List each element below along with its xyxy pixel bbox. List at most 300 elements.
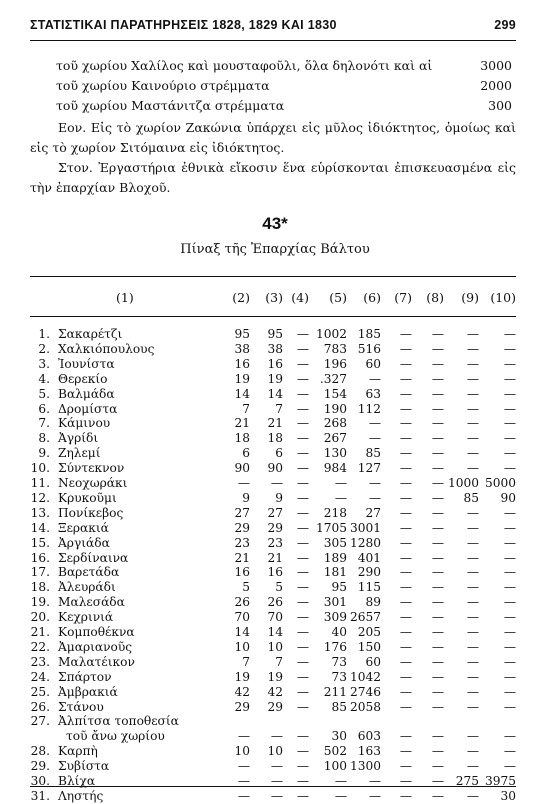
row-value-c3: 10 [267, 744, 283, 759]
row-value-c9: — [466, 386, 479, 401]
row-village-name: Ἀμαριανοῦς [58, 639, 133, 654]
intro-line-text: τοῦ χωρίου Μαστάνιτζα στρέμματα [56, 98, 285, 113]
row-value-c2: 29 [234, 520, 250, 535]
row-value-c8: — [431, 639, 444, 654]
row-value-c6: — [368, 416, 381, 431]
row-value-c3: — [270, 788, 283, 803]
row-index: 17. [30, 565, 50, 580]
row-value-c9: — [466, 401, 479, 416]
row-value-c2: 6 [242, 446, 250, 461]
row-value-c2: 21 [234, 550, 250, 565]
row-value-c3: 16 [267, 565, 283, 580]
row-value-c2: 95 [234, 327, 250, 341]
row-value-c5: 502 [323, 744, 347, 759]
row-value-c7: — [399, 371, 412, 386]
row-value-c10: — [503, 625, 516, 639]
row-value-c10: — [503, 386, 516, 401]
row-value-c8: — [431, 461, 444, 476]
row-value-c2: 21 [234, 416, 250, 431]
row-value-c5: 154 [323, 386, 347, 401]
row-value-c6: 85 [365, 446, 381, 461]
row-value-c3: 70 [267, 610, 283, 625]
row-value-c3: 19 [267, 669, 283, 684]
row-value-c4: — [296, 610, 309, 625]
row-value-c3: 42 [267, 684, 283, 699]
row-village-name-continued: τοῦ ἄνω χωρίου [66, 729, 165, 744]
row-index: 15. [30, 535, 50, 550]
row-value-c9: — [466, 654, 479, 669]
row-value-c2: — [237, 774, 250, 788]
row-value-c8: — [431, 371, 444, 386]
row-value-c7: — [399, 729, 412, 744]
row-value-c10: — [503, 610, 516, 625]
row-index: 27. [30, 714, 50, 729]
row-value-c9: — [466, 371, 479, 386]
row-value-c6: — [368, 476, 381, 490]
row-village-name: Ζηλεμί [58, 446, 101, 461]
row-value-c4: — [296, 669, 309, 684]
row-village-name: Κάμινου [58, 416, 111, 431]
row-value-c5: 73 [331, 669, 347, 684]
row-index: 22. [30, 639, 50, 654]
row-value-c7: — [399, 356, 412, 371]
column-header: (10) [490, 290, 516, 305]
row-value-c2: 14 [234, 386, 250, 401]
row-value-c9: — [466, 550, 479, 565]
row-value-c4: — [296, 401, 309, 416]
row-value-c10: — [503, 595, 516, 610]
running-header [30, 18, 516, 38]
row-value-c5: 984 [323, 461, 347, 476]
row-value-c7: — [399, 639, 412, 654]
row-value-c8: — [431, 774, 444, 788]
row-value-c6: 112 [357, 401, 381, 416]
row-village-name: Κρυκοῦμι [58, 490, 117, 505]
row-value-c6: 401 [357, 550, 381, 565]
row-index: 16. [30, 550, 50, 565]
row-value-c4: — [296, 416, 309, 431]
row-value-c4: — [296, 565, 309, 580]
intro-line [56, 56, 512, 76]
row-value-c8: — [431, 684, 444, 699]
row-value-c5: 189 [323, 550, 347, 565]
row-index: 21. [30, 625, 50, 639]
row-value-c2: 42 [234, 684, 250, 699]
row-value-c3: 6 [275, 446, 283, 461]
row-value-c7: — [399, 476, 412, 490]
row-value-c9: — [466, 341, 479, 356]
row-value-c9: — [466, 356, 479, 371]
row-value-c8: — [431, 565, 444, 580]
row-value-c2: 70 [234, 610, 250, 625]
row-value-c3: 21 [267, 416, 283, 431]
row-value-c7: — [399, 625, 412, 639]
row-value-c2: 18 [234, 431, 250, 446]
column-header: (8) [426, 290, 444, 305]
intro-line-text: τοῦ χωρίου Καινούριο στρέμματα [56, 78, 270, 93]
row-value-c2: 14 [234, 625, 250, 639]
row-index: 11. [30, 476, 50, 490]
row-value-c8: — [431, 505, 444, 520]
row-value-c10: — [503, 401, 516, 416]
row-value-c5: — [334, 788, 347, 803]
row-value-c3: — [270, 476, 283, 490]
row-village-name: Ληστής [58, 788, 104, 803]
row-value-c9: 1000 [447, 476, 479, 490]
row-value-c10: — [503, 565, 516, 580]
row-value-c5: 100 [323, 759, 347, 774]
row-value-c9: 85 [463, 490, 479, 505]
row-index: 29. [30, 759, 50, 774]
row-value-c2: 27 [234, 505, 250, 520]
row-value-c2: — [237, 476, 250, 490]
row-value-c7: — [399, 490, 412, 505]
row-value-c6: — [368, 371, 381, 386]
row-value-c5: 211 [323, 684, 347, 699]
row-value-c4: — [296, 327, 309, 341]
row-index: 23. [30, 654, 50, 669]
intro-line [56, 96, 512, 116]
row-value-c10: 30 [500, 788, 516, 803]
row-index: 14. [30, 520, 50, 535]
row-value-c8: — [431, 431, 444, 446]
row-index: 30. [30, 774, 50, 788]
row-value-c2: 16 [234, 565, 250, 580]
row-value-c7: — [399, 327, 412, 341]
header-divider [30, 40, 516, 41]
row-village-name: Ἀργιάδα [58, 535, 110, 550]
row-value-c5: 301 [323, 595, 347, 610]
row-value-c3: — [270, 729, 283, 744]
row-value-c4: — [296, 595, 309, 610]
row-value-c4: — [296, 535, 309, 550]
row-village-name: Στάνου [58, 699, 104, 714]
row-index: 3. [38, 356, 50, 371]
row-index: 25. [30, 684, 50, 699]
row-value-c9: — [466, 759, 479, 774]
row-village-name: Ἀλπίτσα τοποθεσία [58, 714, 179, 729]
row-value-c8: — [431, 356, 444, 371]
row-index: 8. [38, 431, 50, 446]
row-value-c6: 115 [357, 580, 381, 595]
row-value-c6: 27 [365, 505, 381, 520]
row-value-c8: — [431, 535, 444, 550]
row-value-c8: — [431, 759, 444, 774]
row-village-name: Βλίχα [58, 774, 96, 788]
row-value-c10: — [503, 729, 516, 744]
row-value-c2: 26 [234, 595, 250, 610]
row-value-c4: — [296, 759, 309, 774]
row-value-c3: 7 [275, 654, 283, 669]
row-value-c7: — [399, 565, 412, 580]
row-village-name: Σύντεκνον [58, 461, 125, 476]
row-village-name: Σερδίναινα [58, 550, 129, 565]
row-value-c7: — [399, 401, 412, 416]
row-value-c8: — [431, 729, 444, 744]
row-value-c10: — [503, 431, 516, 446]
row-value-c6: — [368, 431, 381, 446]
row-value-c3: 21 [267, 550, 283, 565]
row-value-c8: — [431, 446, 444, 461]
row-value-c3: 29 [267, 520, 283, 535]
row-index: 12. [30, 490, 50, 505]
row-value-c6: 2058 [349, 699, 381, 714]
row-value-c8: — [431, 327, 444, 341]
row-value-c9: — [466, 520, 479, 535]
row-value-c5: 1002 [315, 327, 347, 341]
row-value-c3: 29 [267, 699, 283, 714]
column-header: (1) [116, 290, 134, 305]
row-value-c5: — [334, 490, 347, 505]
row-value-c6: 60 [365, 654, 381, 669]
row-value-c8: — [431, 386, 444, 401]
row-value-c4: — [296, 371, 309, 386]
row-value-c7: — [399, 461, 412, 476]
row-value-c2: 19 [234, 371, 250, 386]
intro-line-value: 300 [488, 98, 512, 113]
row-value-c10: — [503, 461, 516, 476]
row-value-c8: — [431, 625, 444, 639]
row-value-c4: — [296, 461, 309, 476]
row-value-c4: — [296, 788, 309, 803]
row-value-c9: — [466, 327, 479, 341]
row-value-c2: 10 [234, 744, 250, 759]
table-number: 43* [262, 214, 288, 233]
row-village-name: Ἀλευράδι [58, 580, 116, 595]
row-value-c10: — [503, 550, 516, 565]
row-value-c10: 5000 [484, 476, 516, 490]
row-village-name: Ἰουνίστα [58, 356, 115, 371]
row-value-c8: — [431, 610, 444, 625]
row-village-name: Χαλκιόπουλους [58, 341, 155, 356]
row-value-c3: 95 [267, 327, 283, 341]
row-value-c3: 90 [267, 461, 283, 476]
row-value-c10: 90 [500, 490, 516, 505]
row-value-c6: 150 [357, 639, 381, 654]
row-value-c7: — [399, 774, 412, 788]
row-value-c6: 516 [357, 341, 381, 356]
row-value-c3: 10 [267, 639, 283, 654]
paragraph-mill: Εον. Εἰς τὸ χωρίον Ζακώνια ὑπάρχει εἰς μῦλος ἰδιόκτητος, ὁμοίως καὶ εἰς τὸ χωρίον Σιτόμαινα εἰς ἰδιόκτητος. [30, 120, 516, 155]
row-value-c3: 9 [275, 490, 283, 505]
row-village-name: Συβίστα [58, 759, 110, 774]
row-value-c8: — [431, 699, 444, 714]
row-village-name: Καρπὴ [58, 744, 98, 759]
row-value-c2: 7 [242, 654, 250, 669]
row-value-c4: — [296, 744, 309, 759]
row-value-c9: — [466, 684, 479, 699]
row-value-c7: — [399, 744, 412, 759]
row-value-c4: — [296, 476, 309, 490]
row-index: 5. [38, 386, 50, 401]
row-value-c6: 63 [365, 386, 381, 401]
row-value-c2: — [237, 788, 250, 803]
row-value-c10: — [503, 356, 516, 371]
row-value-c3: 27 [267, 505, 283, 520]
table-title: Πίναξ τῆς Ἐπαρχίας Βάλτου [180, 242, 370, 257]
row-value-c5: .327 [319, 371, 347, 386]
row-value-c6: — [368, 788, 381, 803]
row-value-c5: 176 [323, 639, 347, 654]
row-value-c6: 3001 [349, 520, 381, 535]
row-village-name: Σπάρτον [58, 669, 112, 684]
row-index: 24. [30, 669, 50, 684]
row-value-c5: 181 [323, 565, 347, 580]
row-value-c5: 783 [323, 341, 347, 356]
column-header: (3) [265, 290, 283, 305]
row-value-c6: — [368, 490, 381, 505]
row-value-c5: 196 [323, 356, 347, 371]
row-value-c7: — [399, 654, 412, 669]
column-header: (7) [394, 290, 412, 305]
row-value-c5: 305 [323, 535, 347, 550]
row-value-c7: — [399, 446, 412, 461]
row-value-c8: — [431, 401, 444, 416]
row-value-c9: — [466, 595, 479, 610]
column-header: (6) [363, 290, 381, 305]
row-value-c6: 2657 [349, 610, 381, 625]
row-value-c6: 1042 [349, 669, 381, 684]
row-village-name: Ξερακιά [58, 520, 109, 535]
row-value-c4: — [296, 446, 309, 461]
row-value-c2: 10 [234, 639, 250, 654]
row-value-c4: — [296, 341, 309, 356]
row-value-c6: 1280 [349, 535, 381, 550]
row-value-c5: 30 [331, 729, 347, 744]
row-value-c4: — [296, 550, 309, 565]
column-header: (5) [329, 290, 347, 305]
row-value-c7: — [399, 759, 412, 774]
row-value-c4: — [296, 356, 309, 371]
row-value-c9: — [466, 580, 479, 595]
row-value-c9: — [466, 446, 479, 461]
row-value-c9: — [466, 729, 479, 744]
row-value-c7: — [399, 669, 412, 684]
row-value-c9: — [466, 505, 479, 520]
row-value-c8: — [431, 341, 444, 356]
row-value-c8: — [431, 520, 444, 535]
row-value-c6: — [368, 774, 381, 788]
row-value-c3: 23 [267, 535, 283, 550]
row-index: 10. [30, 461, 50, 476]
row-value-c9: — [466, 669, 479, 684]
row-value-c3: 14 [267, 625, 283, 639]
row-value-c9: — [466, 610, 479, 625]
row-value-c3: 7 [275, 401, 283, 416]
row-value-c9: — [466, 416, 479, 431]
row-value-c10: — [503, 505, 516, 520]
row-value-c9: — [466, 699, 479, 714]
row-value-c10: — [503, 744, 516, 759]
row-value-c5: 267 [323, 431, 347, 446]
row-value-c5: 95 [331, 580, 347, 595]
row-value-c4: — [296, 729, 309, 744]
row-value-c10: — [503, 446, 516, 461]
row-value-c9: — [466, 431, 479, 446]
row-value-c5: 309 [323, 610, 347, 625]
row-value-c10: — [503, 580, 516, 595]
row-value-c8: — [431, 550, 444, 565]
row-value-c5: 130 [323, 446, 347, 461]
row-value-c8: — [431, 580, 444, 595]
row-village-name: Βαρετάδα [58, 565, 120, 580]
row-value-c5: 218 [323, 505, 347, 520]
row-value-c7: — [399, 684, 412, 699]
row-value-c9: 275 [455, 774, 479, 788]
row-value-c4: — [296, 431, 309, 446]
row-value-c6: 603 [357, 729, 381, 744]
row-value-c4: — [296, 699, 309, 714]
row-value-c7: — [399, 535, 412, 550]
row-value-c9: — [466, 639, 479, 654]
column-header: (2) [232, 290, 250, 305]
row-value-c6: 127 [357, 461, 381, 476]
row-value-c10: 3975 [484, 774, 516, 788]
row-index: 1. [38, 327, 50, 341]
row-value-c9: — [466, 744, 479, 759]
row-village-name: Ἀμβρακιά [58, 684, 118, 699]
row-value-c6: 205 [357, 625, 381, 639]
row-value-c10: — [503, 520, 516, 535]
paragraph-workshops: Στον. Ἐργαστήρια ἐθνικὰ εἴκοσιν ἕνα εὑρίσκονται ἐπισκευασμένα εἰς τὴν ἐπαρχίαν Βλοχοῦ. [30, 160, 516, 195]
intro-line-value: 2000 [480, 78, 512, 93]
intro-list [56, 56, 512, 116]
row-value-c8: — [431, 788, 444, 803]
row-index: 6. [38, 401, 50, 416]
row-value-c3: 14 [267, 386, 283, 401]
row-value-c10: — [503, 759, 516, 774]
table-top-rule [30, 276, 516, 277]
column-header: (4) [291, 290, 309, 305]
row-village-name: Κεχρινιά [58, 610, 114, 625]
row-value-c8: — [431, 476, 444, 490]
row-value-c7: — [399, 520, 412, 535]
row-value-c10: — [503, 639, 516, 654]
row-value-c6: 1300 [349, 759, 381, 774]
row-value-c9: — [466, 625, 479, 639]
intro-line-value: 3000 [480, 58, 512, 73]
row-value-c8: — [431, 490, 444, 505]
row-value-c6: 290 [357, 565, 381, 580]
row-value-c7: — [399, 416, 412, 431]
intro-line-text: τοῦ χωρίου Χαλίλος καὶ μουσταφοῦλι, ὅλα δηλονότι καὶ αἱ [56, 58, 433, 73]
row-village-name: Βαλμάδα [58, 386, 115, 401]
row-village-name: Σακαρέτζι [58, 327, 123, 341]
row-value-c7: — [399, 788, 412, 803]
row-value-c4: — [296, 386, 309, 401]
row-value-c6: 163 [357, 744, 381, 759]
row-index: 31. [30, 788, 50, 803]
row-value-c2: 23 [234, 535, 250, 550]
row-value-c7: — [399, 431, 412, 446]
row-index: 13. [30, 505, 50, 520]
row-value-c2: 5 [242, 580, 250, 595]
row-village-name: Δρομίστα [58, 401, 118, 416]
row-value-c2: 16 [234, 356, 250, 371]
row-village-name: Πονίκεβος [58, 505, 124, 520]
row-value-c9: — [466, 461, 479, 476]
row-value-c3: 19 [267, 371, 283, 386]
row-value-c7: — [399, 386, 412, 401]
table-header-rule [30, 316, 516, 317]
row-value-c7: — [399, 699, 412, 714]
row-value-c9: — [466, 535, 479, 550]
row-value-c5: — [334, 774, 347, 788]
row-village-name: Κομποθέκνα [58, 625, 135, 639]
row-value-c5: 85 [331, 699, 347, 714]
row-village-name: Μαλατέικον [58, 654, 135, 669]
row-index: 20. [30, 610, 50, 625]
